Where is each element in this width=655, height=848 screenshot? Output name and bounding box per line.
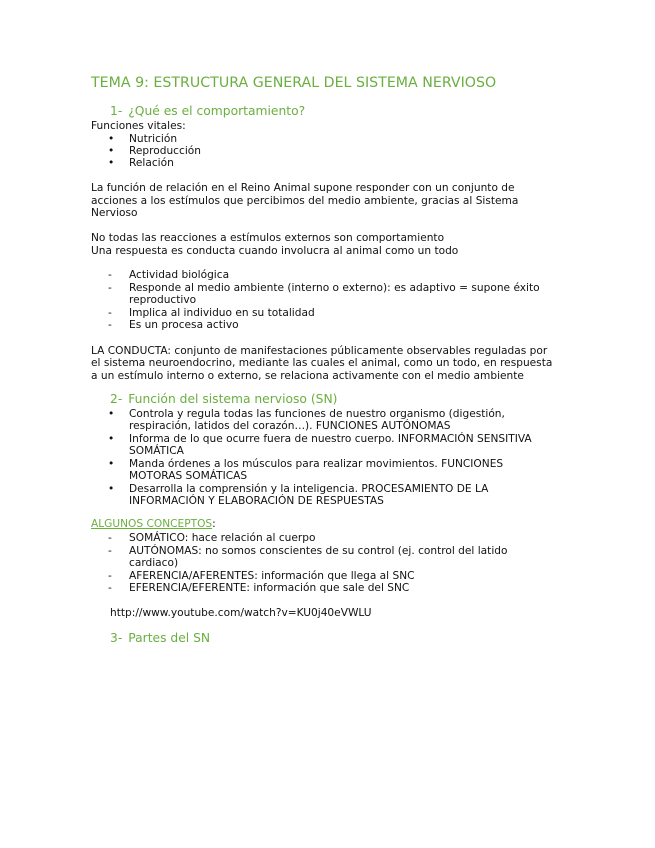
list-item: • Relación: [108, 157, 174, 169]
list-item-continuation: respiración, latidos del corazón…). FUNCIONES AUTÓNOMAS: [129, 420, 451, 432]
list-item-continuation: SOMÁTICA: [129, 445, 184, 457]
list-item: • Nutrición: [108, 133, 178, 145]
section-3-title: Partes del SN: [128, 631, 211, 645]
paragraph-line: el sistema neuroendocrino, mediante las cuales el animal, como un todo, en respuesta: [91, 357, 553, 369]
concepts-link[interactable]: ALGUNOS CONCEPTOS: [91, 518, 213, 530]
section-1-heading: [110, 104, 305, 118]
section-1-title: ¿Qué es el comportamiento?: [128, 104, 306, 118]
concepts-heading: ALGUNOS CONCEPTOS:: [91, 518, 216, 530]
list-item: - Implica al individuo en su totalidad: [108, 307, 315, 319]
list-item: - Responde al medio ambiente (interno o externo): es adaptivo = supone éxito: [108, 282, 540, 294]
section-1-number: 1-: [110, 104, 123, 118]
youtube-url[interactable]: http://www.youtube.com/watch?v=KU0j40eVWLU: [110, 607, 372, 619]
list-item: • Informa de lo que ocurre fuera de nuestro cuerpo. INFORMACIÓN SENSITIVA: [108, 433, 532, 445]
document-title: TEMA 9: ESTRUCTURA GENERAL DEL SISTEMA NERVIOSO: [91, 75, 497, 91]
section-2-title: Función del sistema nervioso (SN): [128, 392, 338, 406]
list-item: • Controla y regula todas las funciones de nuestro organismo (digestión,: [108, 408, 505, 420]
list-item: - Es un procesa activo: [108, 319, 239, 331]
section-2-number: 2-: [110, 392, 123, 406]
list-item: • Reproducción: [108, 145, 201, 157]
paragraph-line: Una respuesta es conducta cuando involucra al animal como un todo: [91, 245, 459, 257]
paragraph-line: La función de relación en el Reino Animal supone responder con un conjunto de: [91, 182, 515, 194]
paragraph-line: acciones a los estímulos que percibimos del medio ambiente, gracias al Sistema: [91, 195, 519, 207]
paragraph-line: LA CONDUCTA: conjunto de manifestaciones públicamente observables reguladas por: [91, 345, 548, 357]
list-item: • Manda órdenes a los músculos para realizar movimientos. FUNCIONES: [108, 458, 504, 470]
list-item-continuation: MOTORAS SOMÁTICAS: [129, 470, 248, 482]
list-item: - EFERENCIA/EFERENTE: información que sale del SNC: [108, 582, 410, 594]
list-item: - SOMÁTICO: hace relación al cuerpo: [108, 532, 316, 544]
list-item-continuation: cardiaco): [129, 557, 179, 569]
paragraph-line: a un estímulo interno o externo, se relaciona activamente con el medio ambiente: [91, 370, 524, 382]
list-item-continuation: reproductivo: [129, 294, 197, 306]
section-2-heading: [110, 392, 337, 406]
list-item-continuation: INFORMACIÓN Y ELABORACIÓN DE RESPUESTAS: [129, 495, 384, 507]
list-item: - AFERENCIA/AFERENTES: información que llega al SNC: [108, 570, 415, 582]
section-3-number: 3-: [110, 631, 123, 645]
section-3-heading: [110, 631, 210, 645]
paragraph-line: Nervioso: [91, 207, 138, 219]
list-item: - Actividad biológica: [108, 269, 230, 281]
section-1-intro: Funciones vitales:: [91, 120, 186, 132]
list-item: - AUTÓNOMAS: no somos conscientes de su control (ej. control del latido: [108, 545, 508, 557]
list-item: • Desarrolla la comprensión y la inteligencia. PROCESAMIENTO DE LA: [108, 483, 489, 495]
paragraph-line: No todas las reacciones a estímulos externos son comportamiento: [91, 232, 445, 244]
